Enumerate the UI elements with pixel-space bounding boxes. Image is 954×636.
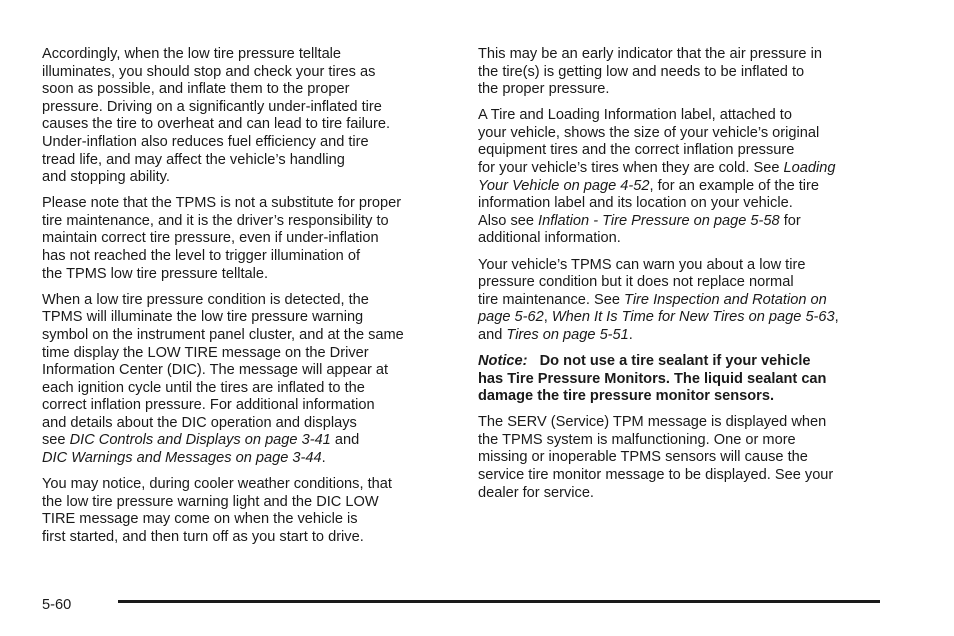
text-line: the low tire pressure warning light and the DIC LOW xyxy=(42,493,379,510)
paragraph-cooler-weather xyxy=(42,476,454,546)
text-line: missing or inoperable TPMS sensors will cause the xyxy=(478,449,808,466)
cross-reference-link[interactable]: Tire Inspection and Rotation on xyxy=(624,291,827,308)
text-line: correct inflation pressure. For additional information xyxy=(42,397,375,414)
text-fragment: see xyxy=(42,432,70,449)
text-fragment: tire maintenance. See xyxy=(478,291,625,308)
text-line xyxy=(478,353,890,371)
text-line: Information Center (DIC). The message will appear at xyxy=(42,362,389,379)
text-line xyxy=(478,309,890,327)
text-line: pressure condition but it does not replace normal xyxy=(478,274,794,291)
right-column xyxy=(478,46,890,511)
paragraph-tpms-not-substitute xyxy=(42,195,454,283)
text-fragment: , xyxy=(543,309,552,326)
text-line: service tire monitor message to be displayed. See your xyxy=(478,467,834,484)
text-line: Please note that the TPMS is not a substitute for proper xyxy=(42,195,402,212)
paragraph-tpms-warn xyxy=(478,257,890,345)
text-line: When a low tire pressure condition is detected, the xyxy=(42,291,369,308)
footer-rule xyxy=(118,600,880,603)
notice-label: Notice: xyxy=(478,353,528,369)
text-line xyxy=(478,178,890,196)
text-line: The SERV (Service) TPM message is displayed when xyxy=(478,414,827,431)
text-line xyxy=(42,432,454,450)
notice-block xyxy=(478,353,890,406)
text-line: maintain correct tire pressure, even if under-inflation xyxy=(42,230,379,247)
paragraph-serv-message xyxy=(478,414,890,502)
paragraph-telltale-action xyxy=(42,46,454,187)
text-line: each ignition cycle until the tires are inflated to the xyxy=(42,379,365,396)
text-fragment: Also see xyxy=(478,212,539,229)
text-line: the TPMS system is malfunctioning. One or more xyxy=(478,431,796,448)
text-line: the tire(s) is getting low and needs to be inflated to xyxy=(478,63,805,80)
notice-text: damage the tire pressure monitor sensors. xyxy=(478,388,775,405)
notice-text: has Tire Pressure Monitors. The liquid sealant can xyxy=(478,370,827,387)
text-fragment: . xyxy=(628,326,633,343)
cross-reference-link[interactable]: When It Is Time for New Tires on page 5-63 xyxy=(551,309,835,326)
text-line xyxy=(478,160,890,178)
cross-reference-link[interactable]: Tires on page 5-51 xyxy=(506,326,629,343)
text-line: causes the tire to overheat and can lead to tire failure. xyxy=(42,116,391,133)
text-line: time display the LOW TIRE message on the Driver xyxy=(42,344,369,361)
notice-text: Do not use a tire sealant if your vehicle xyxy=(539,353,811,369)
text-line xyxy=(478,292,890,310)
left-column xyxy=(42,46,454,555)
text-line: pressure. Driving on a significantly under-inflated tire xyxy=(42,98,382,115)
text-line: Your vehicle’s TPMS can warn you about a low tire xyxy=(478,256,806,273)
text-line: tire maintenance, and it is the driver’s responsibility to xyxy=(42,212,389,229)
text-fragment: and xyxy=(478,326,507,343)
text-line: and details about the DIC operation and displays xyxy=(42,414,357,431)
text-fragment: , for an example of the tire xyxy=(649,177,820,194)
paragraph-tire-loading-label xyxy=(478,107,890,248)
text-line: tread life, and may affect the vehicle’s handling xyxy=(42,151,345,168)
text-line: your vehicle, shows the size of your vehicle’s original xyxy=(478,124,820,141)
text-line xyxy=(478,213,890,231)
text-fragment: . xyxy=(321,450,326,467)
text-line: A Tire and Loading Information label, attached to xyxy=(478,107,792,124)
text-line: first started, and then turn off as you start to drive. xyxy=(42,528,364,545)
text-line: equipment tires and the correct inflation pressure xyxy=(478,142,795,159)
cross-reference-link[interactable]: Your Vehicle on page 4-52 xyxy=(478,177,650,194)
text-line: and stopping ability. xyxy=(42,169,170,186)
text-line: Accordingly, when the low tire pressure telltale xyxy=(42,46,342,62)
text-line: This may be an early indicator that the air pressure in xyxy=(478,46,822,62)
text-fragment: for your vehicle’s tires when they are cold. See xyxy=(478,160,784,177)
text-line: the proper pressure. xyxy=(478,81,610,98)
cross-reference-link[interactable]: Inflation - Tire Pressure on page 5-58 xyxy=(538,212,780,229)
text-line: the TPMS low tire pressure telltale. xyxy=(42,265,269,282)
text-fragment: , xyxy=(834,309,839,326)
text-line: has not reached the level to trigger illumination of xyxy=(42,248,361,265)
paragraph-low-pressure-detected xyxy=(42,292,454,468)
cross-reference-link[interactable]: DIC Controls and Displays on page 3-41 xyxy=(69,432,331,449)
text-line: additional information. xyxy=(478,230,621,247)
text-line xyxy=(42,450,454,468)
text-line: soon as possible, and inflate them to the proper xyxy=(42,81,350,98)
text-line xyxy=(478,327,890,345)
cross-reference-link[interactable]: DIC Warnings and Messages on page 3-44 xyxy=(42,450,322,467)
text-line: TPMS will illuminate the low tire pressure warning xyxy=(42,309,364,326)
text-line: dealer for service. xyxy=(478,484,594,501)
paragraph-early-indicator xyxy=(478,46,890,99)
page-number: 5-60 xyxy=(42,597,72,613)
text-line: illuminates, you should stop and check your tires as xyxy=(42,63,376,80)
cross-reference-link[interactable]: page 5-62 xyxy=(478,309,544,326)
text-line: You may notice, during cooler weather conditions, that xyxy=(42,476,392,493)
text-fragment: and xyxy=(330,432,360,449)
text-line: information label and its location on your vehicle. xyxy=(478,195,793,212)
text-line: Under-inflation also reduces fuel efficiency and tire xyxy=(42,133,369,150)
text-line: symbol on the instrument panel cluster, and at the same xyxy=(42,326,404,343)
cross-reference-link[interactable]: Loading xyxy=(783,160,836,177)
text-fragment: for xyxy=(779,212,801,229)
text-line: TIRE message may come on when the vehicle is xyxy=(42,511,358,528)
